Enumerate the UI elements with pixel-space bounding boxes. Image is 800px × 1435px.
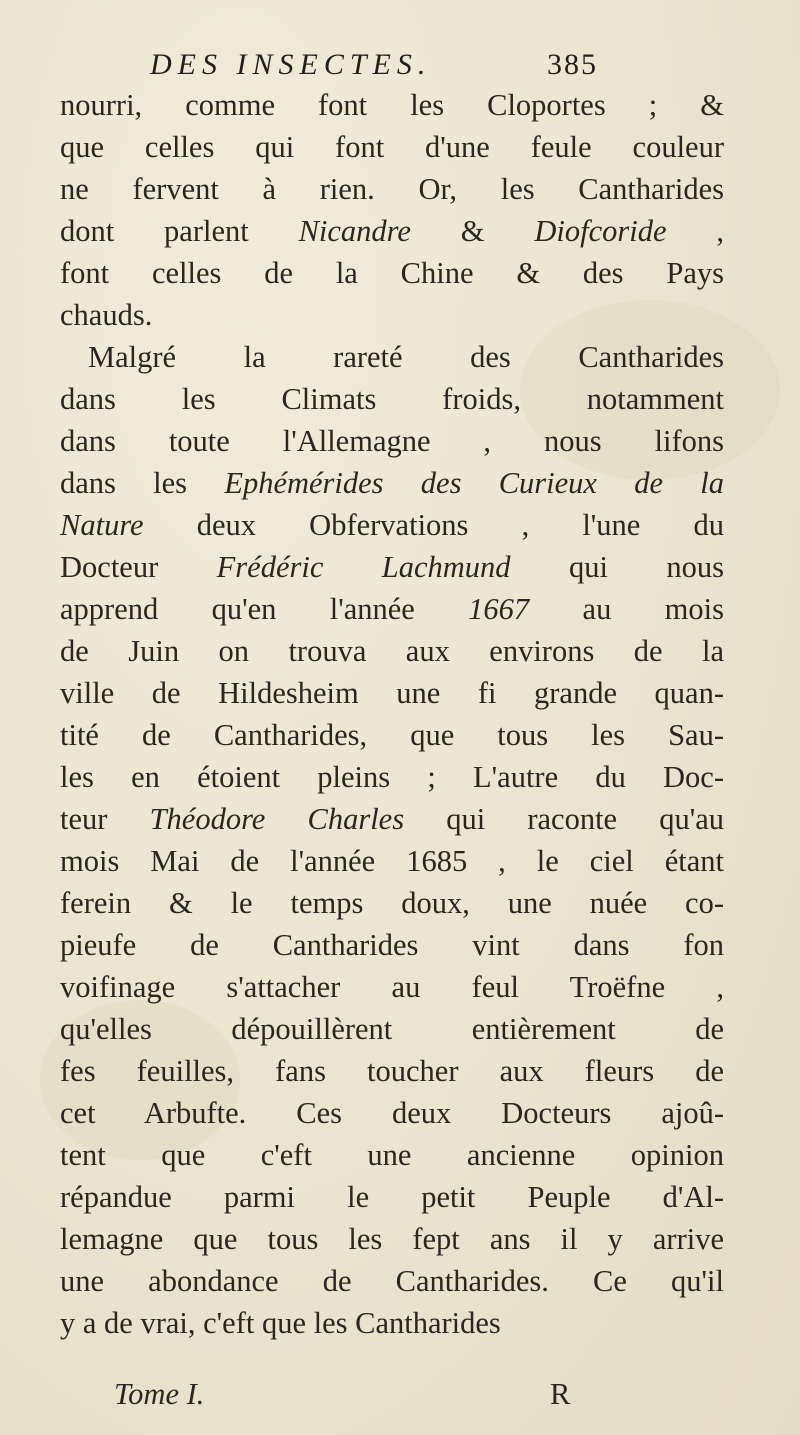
- text-line: cet Arbufte. Ces deux Docteurs ajoû-: [60, 1096, 724, 1130]
- text-line: dans toute l'Allemagne , nous lifons: [60, 424, 724, 458]
- signature-mark: R: [550, 1377, 571, 1411]
- italic-phrase: Théodore Charles: [149, 802, 405, 836]
- text-line: dans les Ephémérides des Curieux de la: [60, 466, 724, 500]
- text-line: ne fervent à rien. Or, les Cantharides: [60, 172, 724, 206]
- italic-phrase: Nature: [60, 508, 144, 542]
- text-line: nourri, comme font les Cloportes ; &: [60, 88, 724, 122]
- page-footer: [114, 1377, 634, 1419]
- volume-mark: Tome I.: [114, 1377, 205, 1411]
- text-line: chauds.: [60, 298, 153, 332]
- text-line: ferein & le temps doux, une nuée co-: [60, 886, 724, 920]
- italic-phrase: Diofcoride: [534, 214, 667, 248]
- text-line: une abondance de Cantharides. Ce qu'il: [60, 1264, 724, 1298]
- text-line: de Juin on trouva aux environs de la: [60, 634, 724, 668]
- text-line: fes feuilles, fans toucher aux fleurs de: [60, 1054, 724, 1088]
- italic-phrase: Frédéric Lachmund: [216, 550, 511, 584]
- running-title: DES INSECTES.: [150, 48, 432, 81]
- text-line: les en étoient pleins ; L'autre du Doc-: [60, 760, 724, 794]
- text-line: y a de vrai, c'eft que les Cantharides: [60, 1306, 501, 1340]
- text-line: Nature deux Obfervations , l'une du: [60, 508, 724, 542]
- text-line: Docteur Frédéric Lachmund qui nous: [60, 550, 724, 584]
- text-line: que celles qui font d'une feule couleur: [60, 130, 724, 164]
- text-line: pieufe de Cantharides vint dans fon: [60, 928, 724, 962]
- text-line: lemagne que tous les fept ans il y arrive: [60, 1222, 724, 1256]
- text-line: font celles de la Chine & des Pays: [60, 256, 724, 290]
- text-line: dans les Climats froids, notamment: [60, 382, 724, 416]
- text-line: apprend qu'en l'année 1667 au mois: [60, 592, 724, 626]
- text-line: dont parlent Nicandre & Diofcoride ,: [60, 214, 724, 248]
- italic-phrase: Nicandre: [298, 214, 411, 248]
- text-line: tité de Cantharides, que tous les Sau-: [60, 718, 724, 752]
- italic-phrase: Ephémérides des Curieux de la: [224, 466, 724, 500]
- text-line: qu'elles dépouillèrent entièrement de: [60, 1012, 724, 1046]
- text-line: répandue parmi le petit Peuple d'Al-: [60, 1180, 724, 1214]
- text-line: ville de Hildesheim une fi grande quan-: [60, 676, 724, 710]
- body-text: [60, 84, 724, 1344]
- page-number: 385: [547, 48, 598, 81]
- text-line: mois Mai de l'année 1685 , le ciel étant: [60, 844, 724, 878]
- text-line: teur Théodore Charles qui raconte qu'au: [60, 802, 724, 836]
- text-line: tent que c'eft une ancienne opinion: [60, 1138, 724, 1172]
- text-line: voifinage s'attacher au feul Troëfne ,: [60, 970, 724, 1004]
- text-line: Malgré la rareté des Cantharides: [88, 340, 724, 374]
- italic-phrase: 1667: [468, 592, 530, 626]
